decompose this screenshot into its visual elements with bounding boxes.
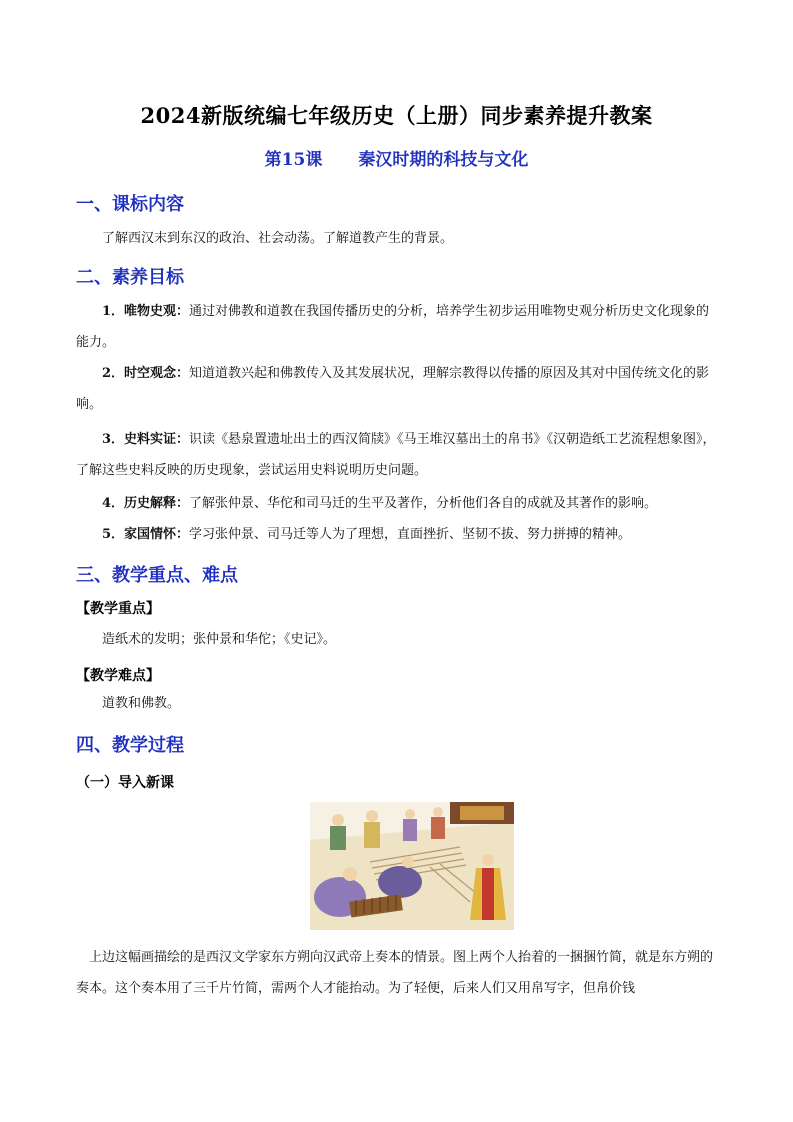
- difficulty-label: 【教学难点】: [76, 668, 160, 684]
- intro-paragraph: 上边这幅画描绘的是西汉文学家东方朔向汉武帝上奏本的情景。图上两个人抬着的一捆捆竹简，就是东方朔的奏本。这个奏本用了三千片竹简，需两个人才能抬动。为了轻便，后来人们又用帛写字，但帛价钱: [76, 950, 714, 996]
- goal-text: 了解张仲景、华佗和司马迁的生平及著作，分析他们各自的成就及其著作的影响。: [189, 496, 658, 511]
- lesson-subtitle: [0, 145, 793, 170]
- goal-text: 知道道教兴起和佛教传入及其发展状况，理解宗教得以传播的原因及其对中国传统文化的影响。: [76, 366, 710, 412]
- goal-label: 5．家国情怀：: [102, 527, 190, 542]
- document-title: 2024新版统编七年级历史（上册）同步素养提升教案: [140, 103, 653, 128]
- goal-label: 4．历史解释：: [102, 496, 190, 511]
- illustration-dongfangshuo: [310, 802, 514, 930]
- goal-item: [76, 424, 721, 486]
- section-heading-key-points: 三、教学重点、难点: [76, 565, 238, 586]
- key-point-label: 【教学重点】: [76, 601, 160, 617]
- lesson-title: 秦汉时期的科技与文化: [358, 150, 529, 170]
- goal-text: 通过对佛教和道教在我国传播历史的分析，培养学生初步运用唯物史观分析历史文化现象的能力。: [76, 304, 710, 350]
- goal-label: 1．唯物史观：: [102, 304, 190, 319]
- goal-text: 识读《悬泉置遗址出土的西汉简牍》《马王堆汉墓出土的帛书》《汉朝造纸工艺流程想象图》，了解这些史料反映的历史现象，尝试运用史料说明历史问题。: [76, 432, 716, 478]
- key-point-text: 造纸术的发明；张仲景和华佗；《史记》。: [102, 632, 337, 647]
- section-heading-goals: 二、素养目标: [76, 267, 184, 288]
- section-heading-curriculum: 一、课标内容: [76, 194, 184, 215]
- subsection-intro: （一）导入新课: [76, 775, 174, 791]
- goal-label: 2．时空观念：: [102, 366, 190, 381]
- goal-item: [76, 358, 721, 420]
- goal-label: 3．史料实证：: [102, 432, 190, 447]
- difficulty-text: 道教和佛教。: [102, 696, 181, 711]
- goal-text: 学习张仲景、司马迁等人为了理想，直面挫折、坚韧不拔、努力拼搏的精神。: [189, 527, 632, 542]
- curriculum-text: 了解西汉末到东汉的政治、社会动荡。了解道教产生的背景。: [102, 231, 454, 246]
- goal-item: [76, 519, 721, 550]
- lesson-number: 第15课: [264, 150, 323, 170]
- section-heading-process: 四、教学过程: [76, 735, 184, 756]
- goal-item: [76, 488, 721, 519]
- goal-item: [76, 296, 721, 358]
